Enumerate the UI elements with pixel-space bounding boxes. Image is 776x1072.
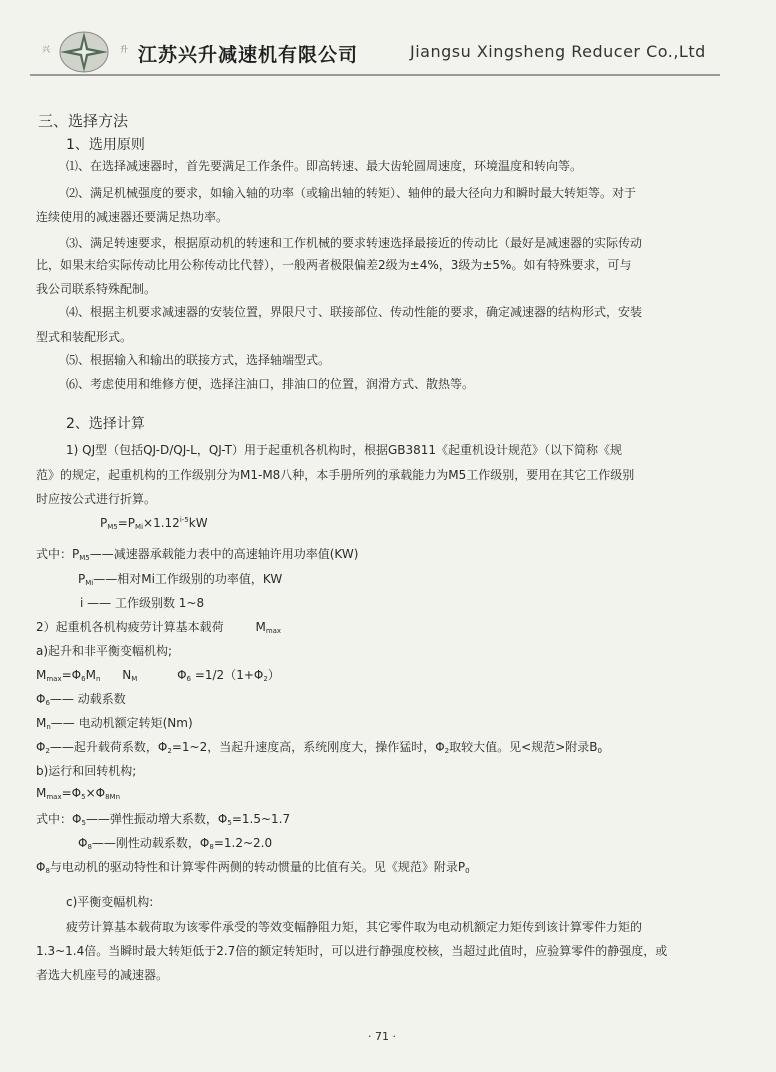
definition-mn: $M_n——$ 电动机额定转矩(Nm) (36, 716, 193, 731)
case-a-title: a)起升和非平衡变幅机构; (36, 644, 173, 658)
case-c-title: c)平衡变幅机构: (66, 895, 154, 909)
page-header (30, 30, 720, 74)
definition-phi6: $\Phi_6——$ 动载系数 (36, 692, 126, 707)
definition-pmi: $P_{Mi}——$相对Mi工作级别的功率值，KW (78, 572, 283, 587)
calc-1-line-1: 1) QJ型（包括QJ-D/QJ-L，QJ-T）用于起重机各机构时，根据GB3811《起重机设计规范》（以下简称《规 (66, 443, 623, 457)
formula-case-a: $M_{max}=\Phi_6M_n$ $N_M$ $\Phi_6 =1/2(1+\Phi_2)$ (36, 668, 280, 683)
principle-2-line-1: ⑵、满足机械强度的要求，如输入轴的功率（或输出轴的转矩）、轴伸的最大径向力和瞬时最大转矩等。对于 (66, 186, 637, 200)
section-title: 三、选择方法 (38, 112, 129, 130)
principle-3-line-3: 我公司联系特殊配制。 (36, 282, 157, 296)
logo-char-right: 升 (120, 45, 128, 54)
case-c-line-3: 者选大机座号的减速器。 (36, 968, 169, 982)
subsection-title-calculation: 2、选择计算 (66, 416, 145, 432)
definition-phi5: 式中：$\Phi_5——$弹性振动增大系数，$\Phi_5=1.5\sim 1.7$ (36, 812, 291, 827)
company-logo (36, 30, 136, 74)
header-divider (30, 74, 720, 76)
formula-case-b: $M_{max}=\Phi_5\times\Phi_{8Mn}$ (36, 786, 121, 801)
definition-i: i —— 工作级别数 1~8 (80, 596, 205, 610)
logo-char-left: 兴 (42, 45, 50, 54)
calc-1-line-3: 时应按公式进行折算。 (36, 492, 157, 506)
definition-pm5: 式中：$P_{M5}——$减速器承载能力表中的高速轴许用功率值(KW) (36, 547, 359, 562)
principle-5: ⑸、根据输入和输出的联接方式，选择轴端型式。 (66, 353, 331, 367)
principle-3-line-1: ⑶、满足转速要求，根据原动机的转速和工作机械的要求转速选择最接近的传动比（最好是减速器的实际传动 (66, 236, 643, 250)
case-c-line-2: 1.3~1.4倍。当瞬时最大转矩低于2.7倍的额定转矩时，可以进行静强度校核，当超过此值时，应验算零件的静强度，或 (36, 944, 668, 958)
principle-2-line-2: 连续使用的减速器还要满足热功率。 (36, 210, 229, 224)
principle-4-line-1: ⑷、根据主机要求减速器的安装位置，界限尺寸、联接部位、传动性能的要求，确定减速器的结构形式，安装 (66, 305, 643, 319)
case-c-line-1: 疲劳计算基本载荷取为该零件承受的等效变幅静阻力矩，其它零件取为电动机额定力矩传到该计算零件力矩的 (66, 920, 643, 934)
principle-3-line-2: 比，如果末给实际传动比用公称传动比代替），一般两者极限偏差2级为±4%，3级为±5%。如有特殊要求，可与 (36, 258, 632, 272)
principle-6: ⑹、考虑使用和维修方便，选择注油口，排油口的位置，润滑方式、散热等。 (66, 377, 475, 391)
calc-2-heading: 2）起重机各机构疲劳计算基本载荷 $M_{max}$ (36, 620, 282, 635)
company-name-cn: 江苏兴升减速机有限公司 (138, 44, 359, 66)
company-name-en: Jiangsu Xingsheng Reducer Co.,Ltd (410, 42, 706, 61)
definition-phi2: $\Phi_2——$起升载荷系数，$\Phi_2=1\sim 2$，当起升速度高，系统刚度大，操作猛时，$\Phi_2$取较大值。见<规范>附录$B_0$ (36, 740, 602, 755)
note-phi8: $\Phi_8$与电动机的驱动特性和计算零件两侧的转动惯量的比值有关。见《规范》附录$P_0$ (36, 860, 470, 875)
page-number: · 71 · (368, 1030, 396, 1043)
calc-1-line-2: 范》的规定，起重机构的工作级别分为M1-M8八种，本手册所列的承载能力为M5工作级别，要用在其它工作级别 (36, 468, 635, 482)
principle-1: ⑴、在选择减速器时，首先要满足工作条件。即高转速、最大齿轮圆周速度，环境温度和转向等。 (66, 159, 583, 173)
subsection-title-principles: 1、选用原则 (66, 137, 145, 153)
principle-4-line-2: 型式和装配形式。 (36, 330, 133, 344)
definition-phi8: $\Phi_8——$刚性动载系数，$\Phi_8=1.2\sim 2.0$ (78, 836, 273, 851)
case-b-title: b)运行和回转机构; (36, 764, 137, 778)
formula-power-conversion: $P_{M5}=P_{Mi}\times 1.12^{i-5}kW$ (100, 516, 208, 531)
